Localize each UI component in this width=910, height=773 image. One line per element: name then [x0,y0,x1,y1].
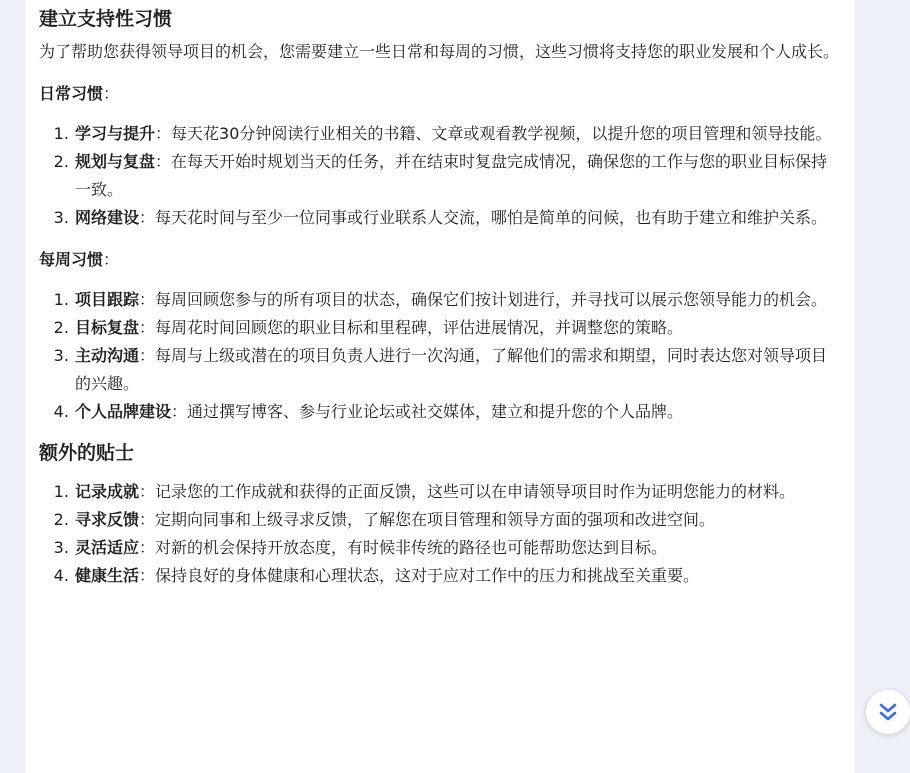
intro-paragraph: 为了帮助您获得领导项目的机会，您需要建立一些日常和每周的习惯，这些习惯将支持您的职业发展和个人成长。 [39,42,840,61]
list-item [74,342,841,398]
tips-list [39,478,841,590]
scroll-to-bottom-button[interactable] [866,690,910,734]
list-item [74,204,841,232]
item-title: 学习与提升 [75,124,156,143]
item-text: 每周回顾您参与的所有项目的状态，确保它们按计划进行，并寻找可以展示您领导能力的机会。 [155,290,828,309]
double-chevron-down-icon [877,701,899,723]
list-item [74,148,841,204]
item-text: 在每天开始时规划当天的任务，并在结束时复盘完成情况，确保您的工作与您的职业目标保持一致。 [75,152,828,199]
item-title: 规划与复盘 [75,152,156,171]
item-title: 寻求反馈 [75,510,140,529]
daily-habits-heading [39,80,841,108]
item-title: 健康生活 [75,566,140,585]
item-text: 每天花30分钟阅读行业相关的书籍、文章或观看教学视频，以提升您的项目管理和领导技能。 [171,124,832,143]
item-title: 项目跟踪 [75,290,140,309]
item-separator: ： [171,402,188,421]
item-title: 个人品牌建设 [75,402,172,421]
item-separator: ： [139,510,156,529]
item-text: 保持良好的身体健康和心理状态，这对于应对工作中的压力和挑战至关重要。 [155,566,700,585]
item-text: 每周与上级或潜在的项目负责人进行一次沟通，了解他们的需求和期望，同时表达您对领导项目的兴趣。 [75,346,828,393]
list-item [74,120,841,148]
list-item [74,534,841,562]
list-item [74,562,841,590]
item-title: 灵活适应 [75,538,140,557]
item-title: 记录成就 [75,482,140,501]
weekly-habits-heading [39,246,841,274]
daily-habits-list [39,120,841,232]
item-separator: ： [139,538,156,557]
message-content [25,0,855,590]
item-separator: ： [139,318,156,337]
item-text: 通过撰写博客、参与行业论坛或社交媒体，建立和提升您的个人品牌。 [187,402,684,421]
daily-habits-heading-text: 日常习惯 [39,84,104,103]
chat-message-card [25,0,855,773]
item-separator: ： [139,482,156,501]
item-separator: ： [139,290,156,309]
list-item [74,506,841,534]
item-separator: ： [139,346,156,365]
weekly-habits-colon: ： [103,250,120,269]
item-text: 对新的机会保持开放态度，有时候非传统的路径也可能帮助您达到目标。 [155,538,668,557]
item-separator: ： [155,152,172,171]
item-separator: ： [139,208,156,227]
item-separator: ： [139,566,156,585]
list-item [74,314,841,342]
item-separator: ： [155,124,172,143]
item-title: 主动沟通 [75,346,140,365]
weekly-habits-heading-text: 每周习惯 [39,250,104,269]
item-text: 定期向同事和上级寻求反馈，了解您在项目管理和领导方面的强项和改进空间。 [155,510,716,529]
daily-habits-colon: ： [103,84,120,103]
weekly-habits-list [39,286,841,426]
list-item [74,478,841,506]
item-title: 网络建设 [75,208,140,227]
section-title: 建立支持性习惯 [39,8,173,30]
tips-heading: 额外的贴士 [39,442,135,464]
item-text: 记录您的工作成就和获得的正面反馈，这些可以在申请领导项目时作为证明您能力的材料。 [155,482,796,501]
item-title: 目标复盘 [75,318,140,337]
item-text: 每天花时间与至少一位同事或行业联系人交流，哪怕是简单的问候，也有助于建立和维护关系。 [155,208,828,227]
item-text: 每周花时间回顾您的职业目标和里程碑，评估进展情况，并调整您的策略。 [155,318,684,337]
list-item [74,398,841,426]
list-item [74,286,841,314]
